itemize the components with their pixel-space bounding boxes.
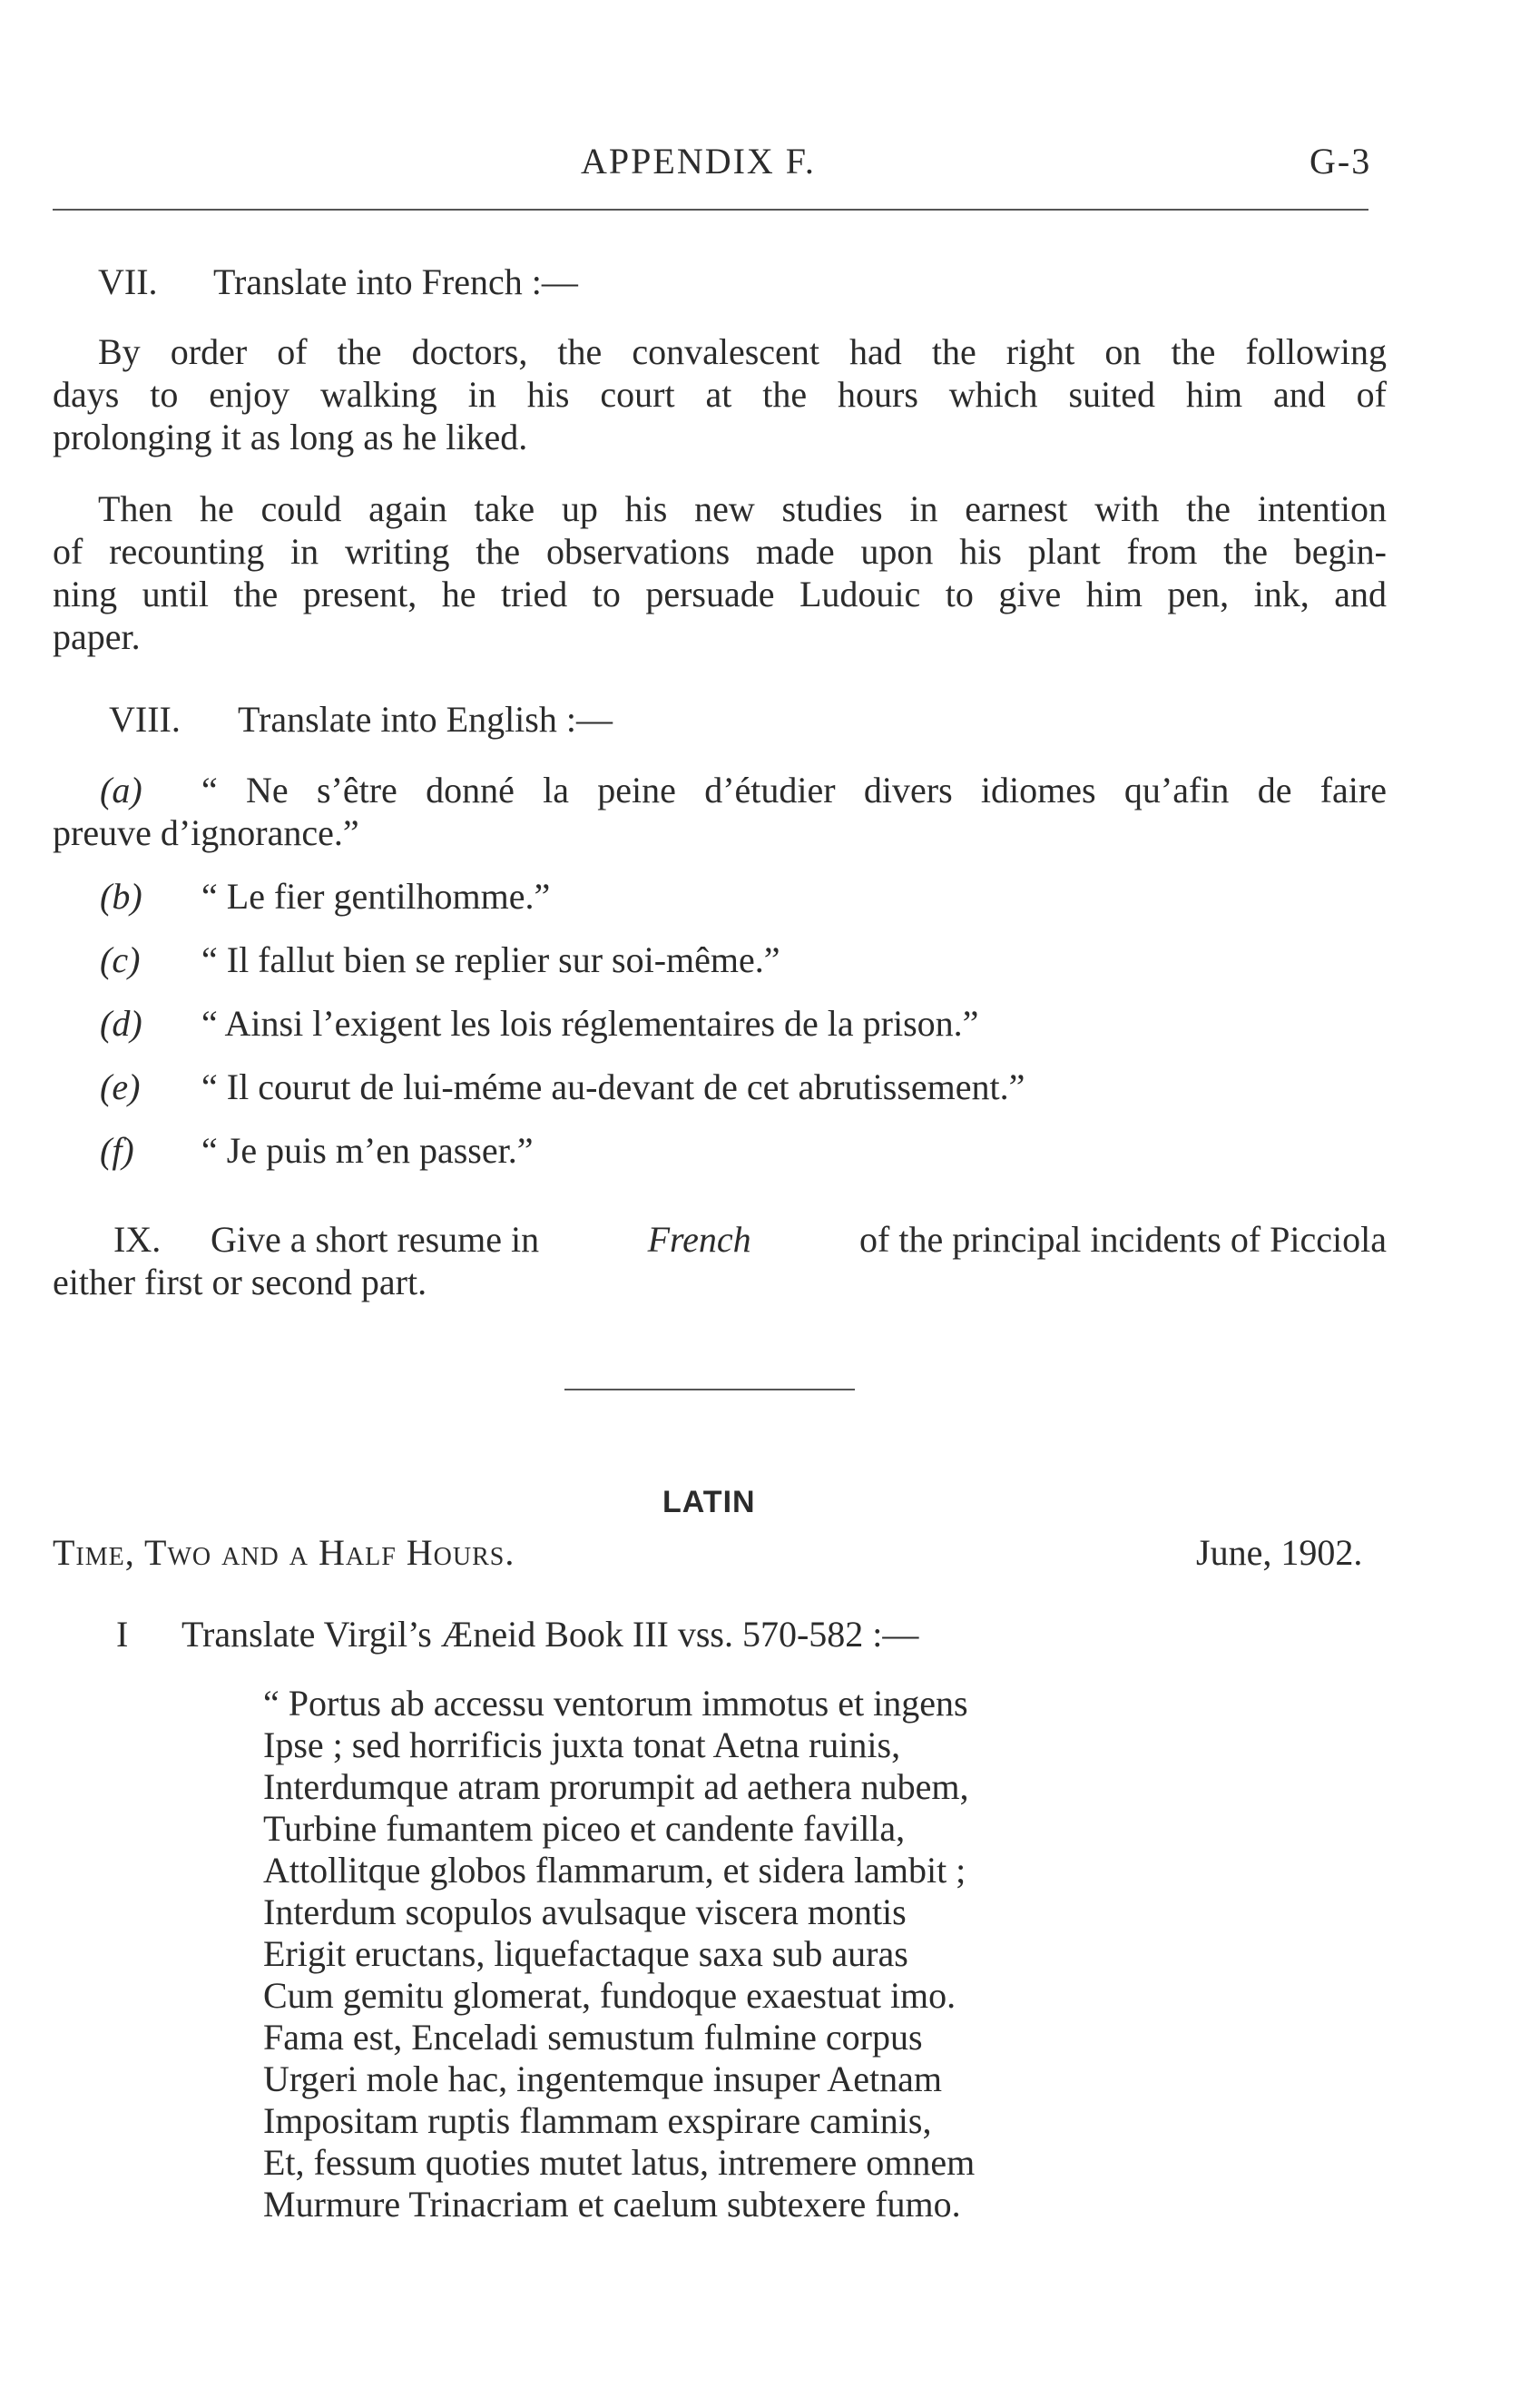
q8-item-a-cont: preuve d’ignorance.” (53, 812, 359, 853)
verse-line: Attollitque globos flammarum, et sidera lambit ; (263, 1850, 966, 1891)
q8-item-d-label: (d) (100, 1003, 142, 1044)
section-divider (564, 1389, 855, 1390)
q8-item-e-text: “ Il courut de lui-méme au-devant de cet abrutissement.” (201, 1066, 1025, 1107)
q8-item-e-label: (e) (100, 1066, 141, 1107)
q8-item-d-text: “ Ainsi l’exigent les lois réglementaires de la prison.” (201, 1003, 979, 1044)
verse-line: “ Portus ab accessu ventorum immotus et ingens (263, 1683, 968, 1724)
q8-item-b-label: (b) (100, 876, 142, 917)
q7-p1-line1: By order of the doctors, the convalescent had the right on the following (98, 331, 1387, 372)
latin-time: Time, Two and a Half Hours. (53, 1532, 515, 1573)
verse-line: Murmure Trinacriam et caelum subtexere fumo. (263, 2184, 961, 2225)
q7-instruction: Translate into French :— (213, 261, 578, 302)
q7-p1-line2: days to enjoy walking in his court at the hours which suited him and of (53, 374, 1387, 415)
verse-line: Interdumque atram prorumpit ad aethera nubem, (263, 1766, 969, 1807)
verse-line: Interdum scopulos avulsaque viscera montis (263, 1891, 907, 1932)
q8-number: VIII. (109, 699, 181, 740)
verse-line: Cum gemitu glomerat, fundoque exaestuat imo. (263, 1975, 956, 2016)
q9-line1-emph: French (647, 1219, 751, 1260)
verse-line: Urgeri mole hac, ingentemque insuper Aetnam (263, 2058, 942, 2099)
verse-line: Turbine fumantem piceo et candente favilla, (263, 1808, 906, 1849)
q7-p2-line3: ning until the present, he tried to persuade Ludouic to give him pen, ink, and (53, 574, 1387, 614)
q9-line1-before: Give a short resume in (211, 1219, 540, 1260)
q8-item-a-label: (a) (100, 770, 142, 810)
q7-p2-line4: paper. (53, 616, 141, 657)
verse-line: Ipse ; sed horrificis juxta tonat Aetna ruinis, (263, 1724, 901, 1765)
verse-line: Et, fessum quoties mutet latus, intremere omnem (263, 2142, 976, 2183)
q7-p1-line3: prolonging it as long as he liked. (53, 417, 528, 457)
q9-line1-after: of the principal incidents of Picciola (859, 1219, 1387, 1260)
latin-q1-number: I (116, 1614, 129, 1655)
q8-item-b-text: “ Le fier gentilhomme.” (201, 876, 551, 917)
latin-q1-instruction: Translate Virgil’s Æneid Book III vss. 570-582 :— (181, 1614, 919, 1655)
verse-line: Impositam ruptis flammam exspirare caminis, (263, 2100, 932, 2141)
header-rule (53, 209, 1368, 211)
q7-p2-line1: Then he could again take up his new studies in earnest with the intention (98, 488, 1387, 529)
q8-item-a-text: “ Ne s’être donné la peine d’étudier divers idiomes qu’afin de faire (201, 770, 1387, 810)
latin-title: LATIN (662, 1485, 756, 1519)
q8-item-c-label: (c) (100, 939, 141, 980)
verse-line: Erigit eructans, liquefactaque saxa sub auras (263, 1933, 908, 1974)
latin-date: June, 1902. (1196, 1532, 1363, 1573)
page-header-ref: G-3 (1309, 141, 1372, 182)
q9-line2: either first or second part. (53, 1262, 427, 1302)
q8-item-f-text: “ Je puis m’en passer.” (201, 1130, 534, 1171)
verse-line: Fama est, Enceladi semustum fulmine corpus (263, 2017, 923, 2058)
q9-number: IX. (113, 1219, 162, 1260)
q8-item-f-label: (f) (100, 1130, 134, 1171)
q7-number: VII. (98, 261, 158, 302)
q7-p2-line2: of recounting in writing the observations made upon his plant from the begin- (53, 531, 1387, 572)
page-header-title: APPENDIX F. (581, 141, 816, 182)
q8-instruction: Translate into English :— (238, 699, 613, 740)
q9-line1 (211, 1219, 1387, 1261)
q8-item-c-text: “ Il fallut bien se replier sur soi-même.” (201, 939, 780, 980)
